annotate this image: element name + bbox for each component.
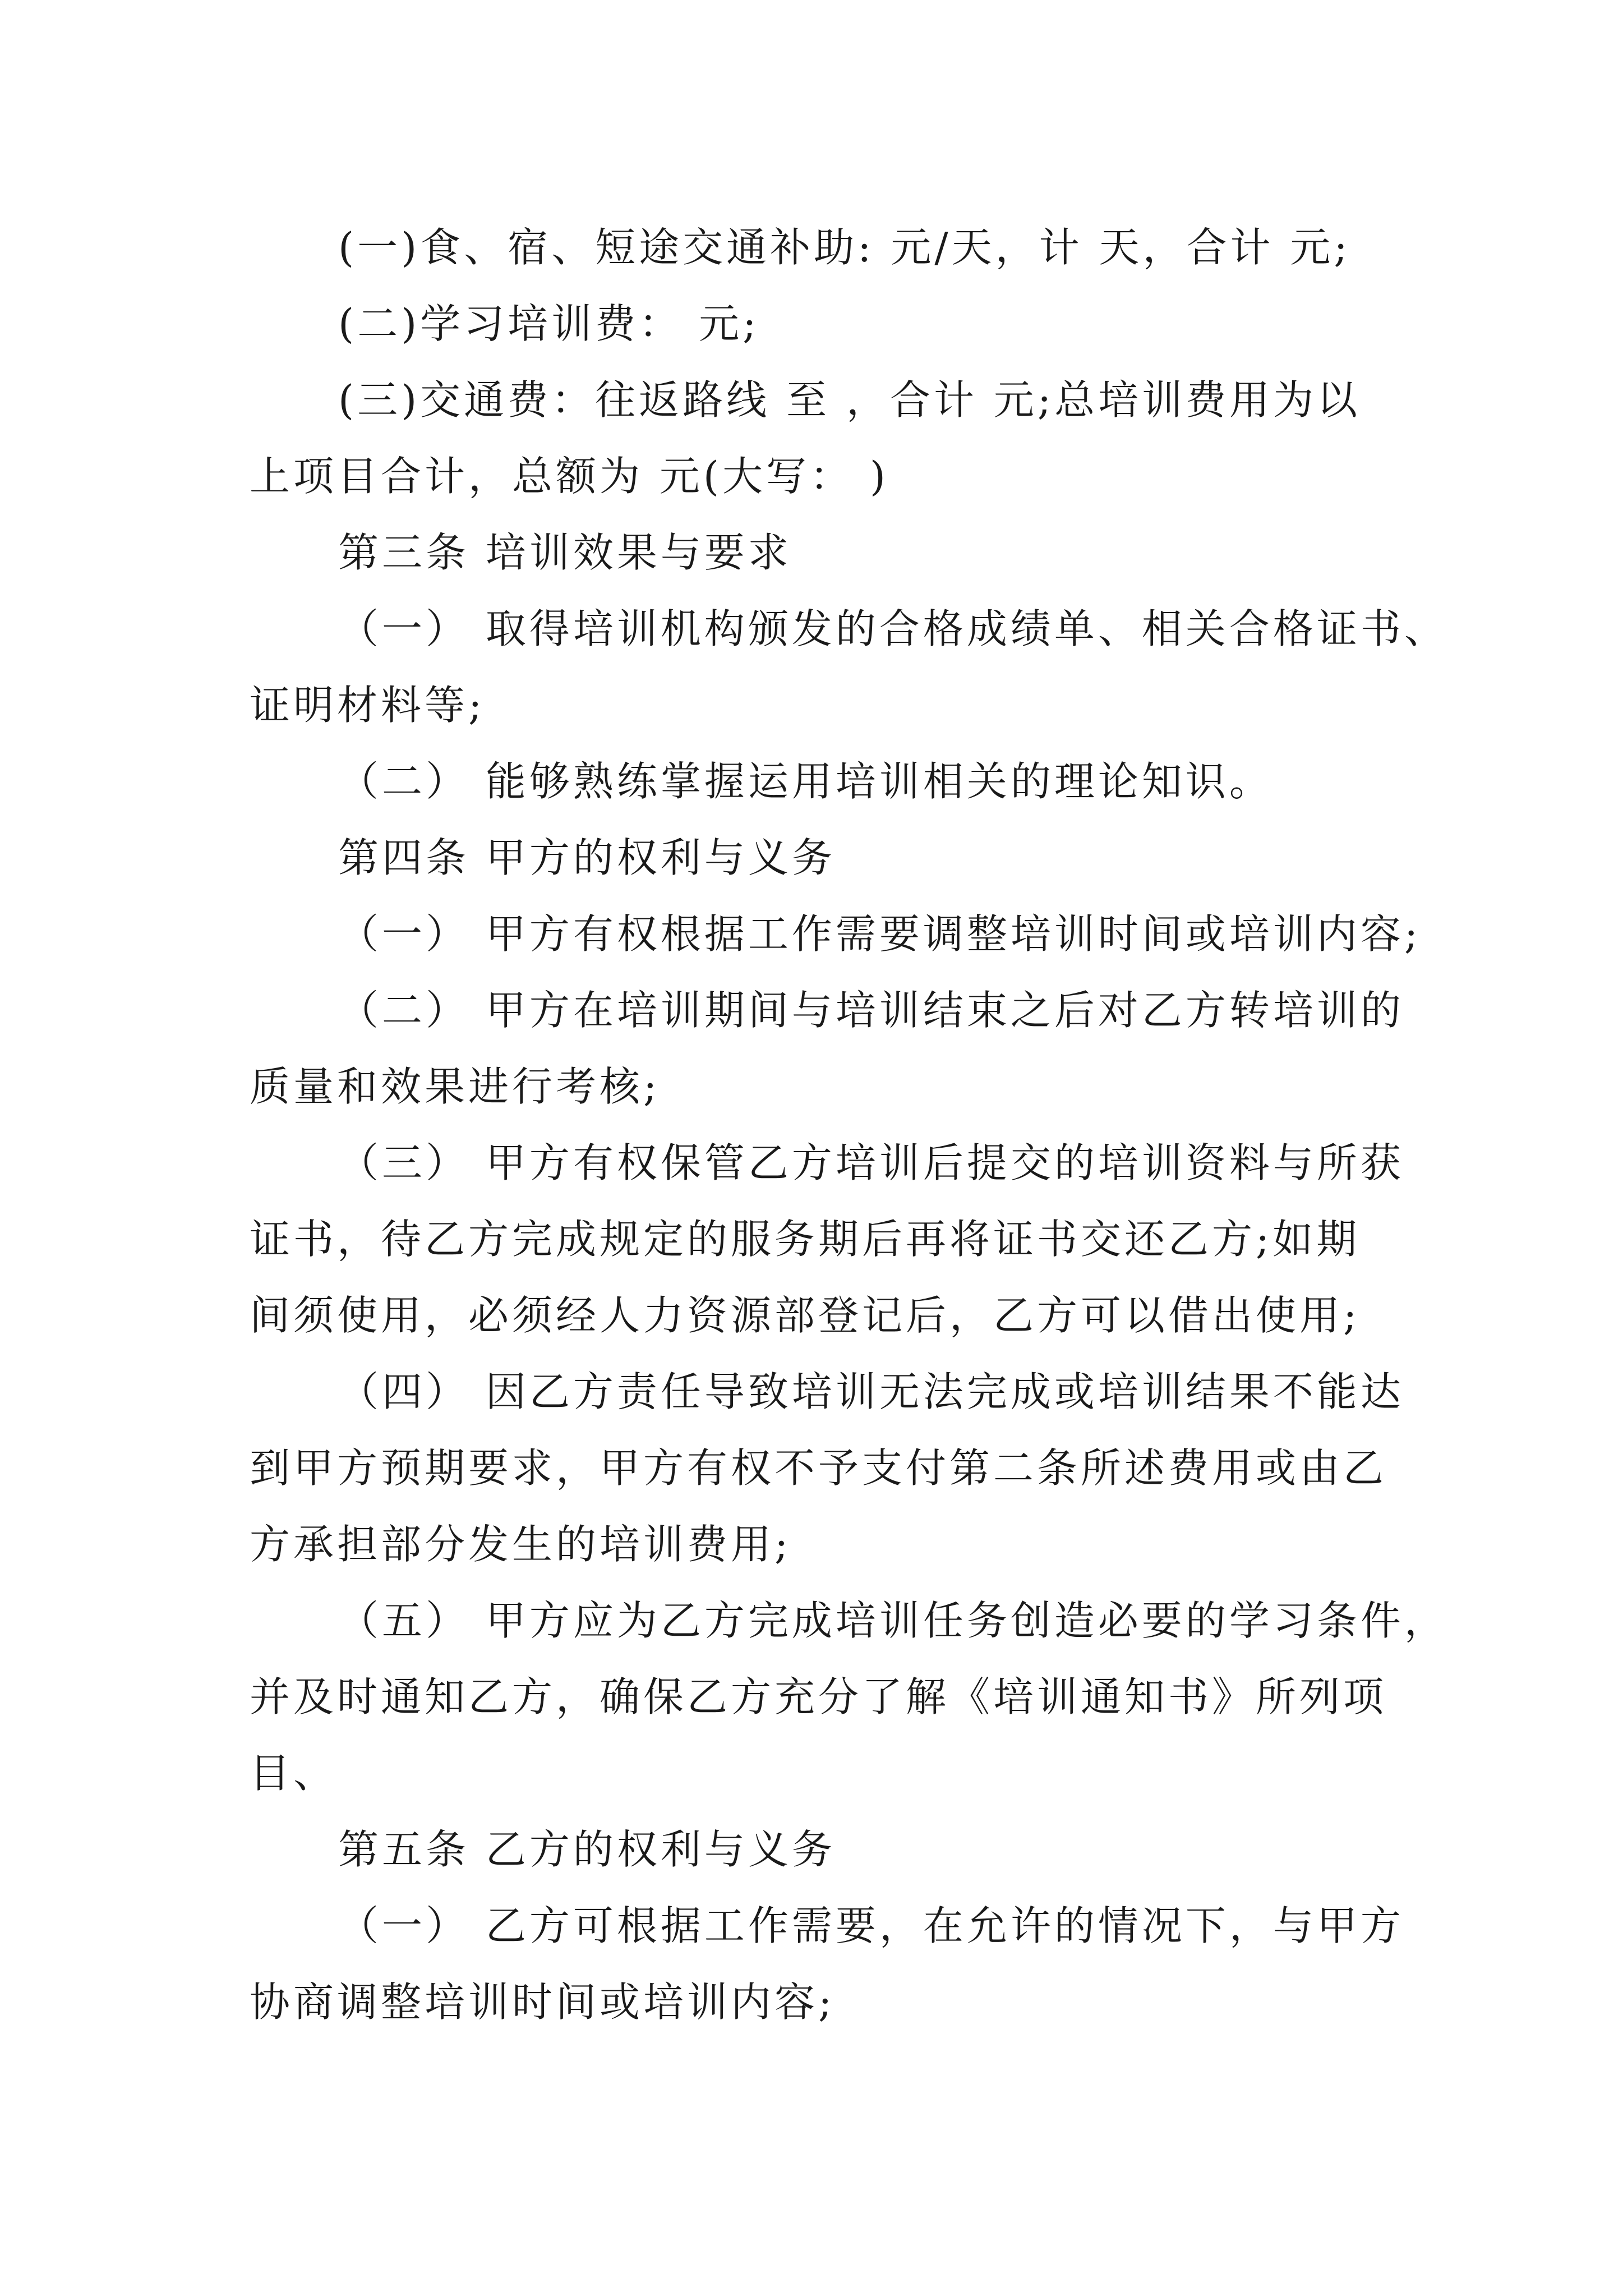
clause-4-heading: 第四条 甲方的权利与义务 — [338, 834, 836, 881]
clause-4-item-2: （二） 甲方在培训期间与培训结束之后对乙方转培训的 — [338, 987, 1404, 1034]
clause-2-item-1: (一)食、宿、短途交通补助: 元/天，计 天，合计 元; — [338, 224, 1351, 271]
clause-5-item-1-cont: 协商调整培训时间或培训内容; — [250, 1978, 836, 2026]
clause-3-item-1-cont: 证明材料等; — [250, 682, 486, 729]
clause-4-item-5-cont-1: 并及时通知乙方，确保乙方充分了解《培训通知书》所列项 — [250, 1673, 1387, 1720]
clause-5-item-1: （一） 乙方可根据工作需要，在允许的情况下，与甲方 — [338, 1902, 1404, 1949]
clause-3-heading: 第三条 培训效果与要求 — [338, 529, 792, 576]
clause-4-item-3: （三） 甲方有权保管乙方培训后提交的培训资料与所获 — [338, 1139, 1404, 1186]
clause-3-item-2: （二） 能够熟练掌握运用培训相关的理论知识。 — [338, 758, 1273, 805]
clause-3-item-1: （一） 取得培训机构颁发的合格成绩单、相关合格证书、 — [338, 605, 1448, 652]
clause-4-item-2-cont: 质量和效果进行考核; — [250, 1063, 661, 1110]
clause-4-item-4: （四） 因乙方责任导致培训无法完成或培训结果不能达 — [338, 1368, 1404, 1415]
clause-4-item-5-cont-2: 目、 — [250, 1750, 338, 1797]
clause-2-item-3-cont: 上项目合计，总额为 元(大写： ) — [250, 453, 889, 500]
clause-2-item-2: (二)学习培训费： 元; — [338, 300, 760, 347]
clause-4-item-3-cont-1: 证书，待乙方完成规定的服务期后再将证书交还乙方;如期 — [250, 1216, 1361, 1263]
clause-4-item-3-cont-2: 间须使用，必须经人力资源部登记后，乙方可以借出使用; — [250, 1292, 1361, 1339]
clause-5-heading: 第五条 乙方的权利与义务 — [338, 1826, 836, 1873]
clause-4-item-5: （五） 甲方应为乙方完成培训任务创造必要的学习条件， — [338, 1597, 1448, 1644]
clause-4-item-1: （一） 甲方有权根据工作需要调整培训时间或培训内容; — [338, 910, 1422, 958]
clause-2-item-3: (三)交通费：往返路线 至 ，合计 元;总培训费用为以 — [338, 376, 1361, 424]
clause-4-item-4-cont-2: 方承担部分发生的培训费用; — [250, 1521, 792, 1568]
document-body — [250, 209, 1448, 2040]
clause-4-item-4-cont-1: 到甲方预期要求，甲方有权不予支付第二条所述费用或由乙 — [250, 1444, 1387, 1492]
